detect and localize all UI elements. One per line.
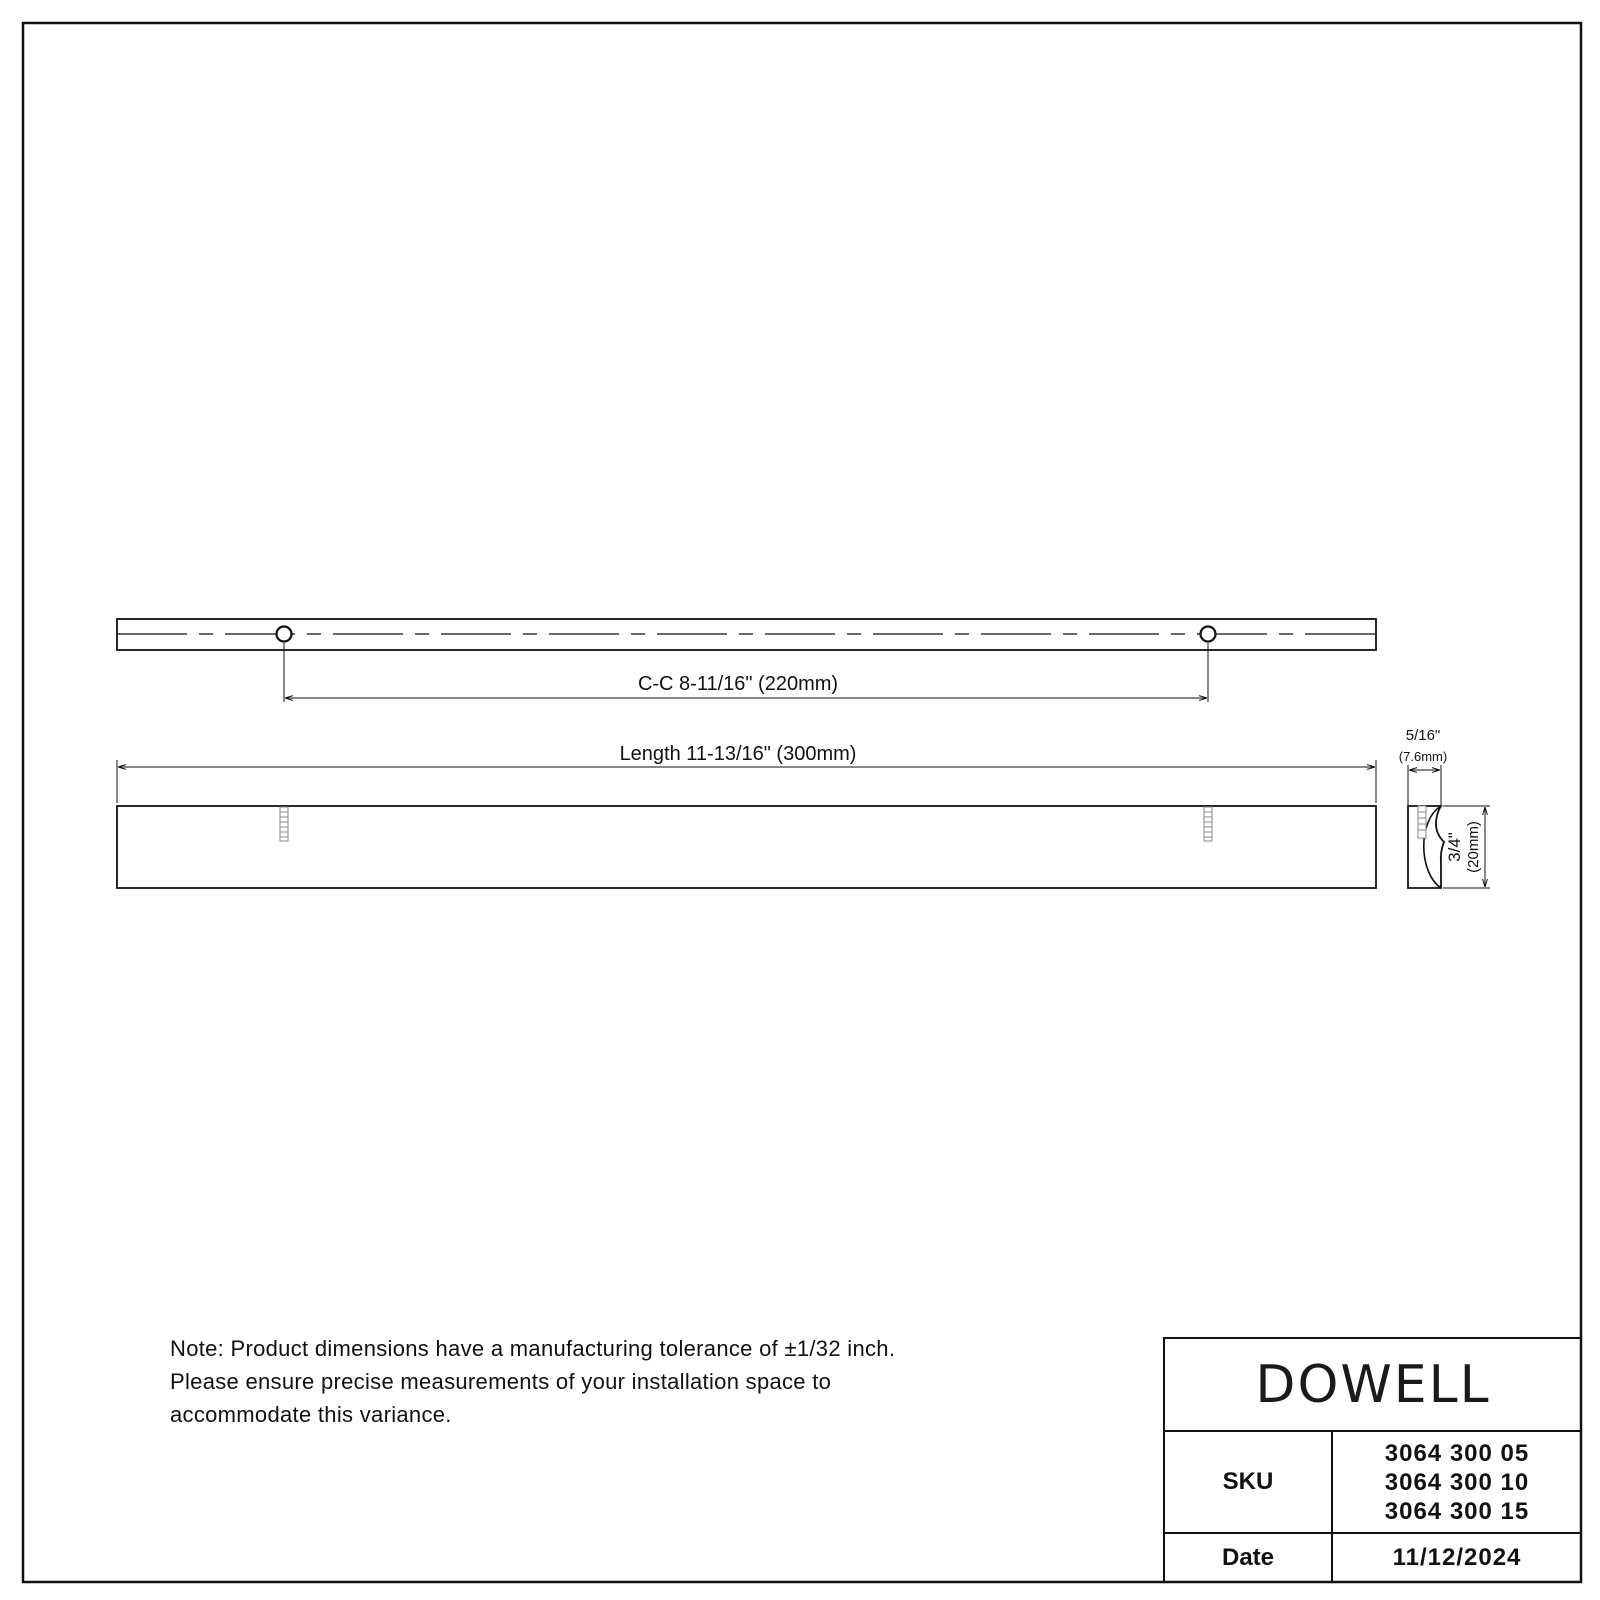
date-row bbox=[1165, 1534, 1581, 1582]
sku-value: 3064 300 15 bbox=[1384, 1497, 1530, 1525]
sku-label: SKU bbox=[1165, 1432, 1333, 1532]
height-mm-label: (20mm) bbox=[1465, 821, 1482, 873]
note-line-2: Please ensure precise measurements of your installation space to bbox=[170, 1369, 832, 1394]
brand-logo bbox=[1165, 1339, 1581, 1432]
mounting-hole-right bbox=[1201, 627, 1216, 642]
tolerance-note bbox=[170, 1332, 990, 1431]
sku-value: 3064 300 05 bbox=[1384, 1439, 1530, 1467]
note-line-1: Note: Product dimensions have a manufacturing tolerance of ±1/32 inch. bbox=[170, 1336, 896, 1361]
mounting-hole-left bbox=[277, 627, 292, 642]
mounting-stud-left bbox=[280, 807, 288, 841]
sku-value: 3064 300 10 bbox=[1384, 1468, 1530, 1496]
length-dimension-label: Length 11-13/16" (300mm) bbox=[619, 743, 857, 765]
height-inch-label: 3/4" bbox=[1445, 832, 1464, 862]
depth-inch-label: 5/16" bbox=[1405, 727, 1441, 744]
sku-row bbox=[1165, 1432, 1581, 1534]
front-view bbox=[117, 743, 1376, 888]
sku-values bbox=[1333, 1432, 1581, 1532]
brand-name: DOWELL bbox=[1255, 1354, 1491, 1415]
title-block bbox=[1163, 1337, 1581, 1582]
side-view bbox=[1399, 727, 1490, 888]
depth-mm-label: (7.6mm) bbox=[1398, 749, 1448, 764]
side-stud bbox=[1418, 806, 1426, 838]
date-value: 11/12/2024 bbox=[1392, 1544, 1522, 1571]
cc-dimension-label: C-C 8-11/16" (220mm) bbox=[637, 673, 839, 695]
handle-front-outline bbox=[117, 806, 1376, 888]
date-label: Date bbox=[1165, 1534, 1333, 1582]
note-line-3: accommodate this variance. bbox=[170, 1402, 452, 1427]
top-view bbox=[117, 619, 1376, 702]
mounting-stud-right bbox=[1204, 807, 1212, 841]
